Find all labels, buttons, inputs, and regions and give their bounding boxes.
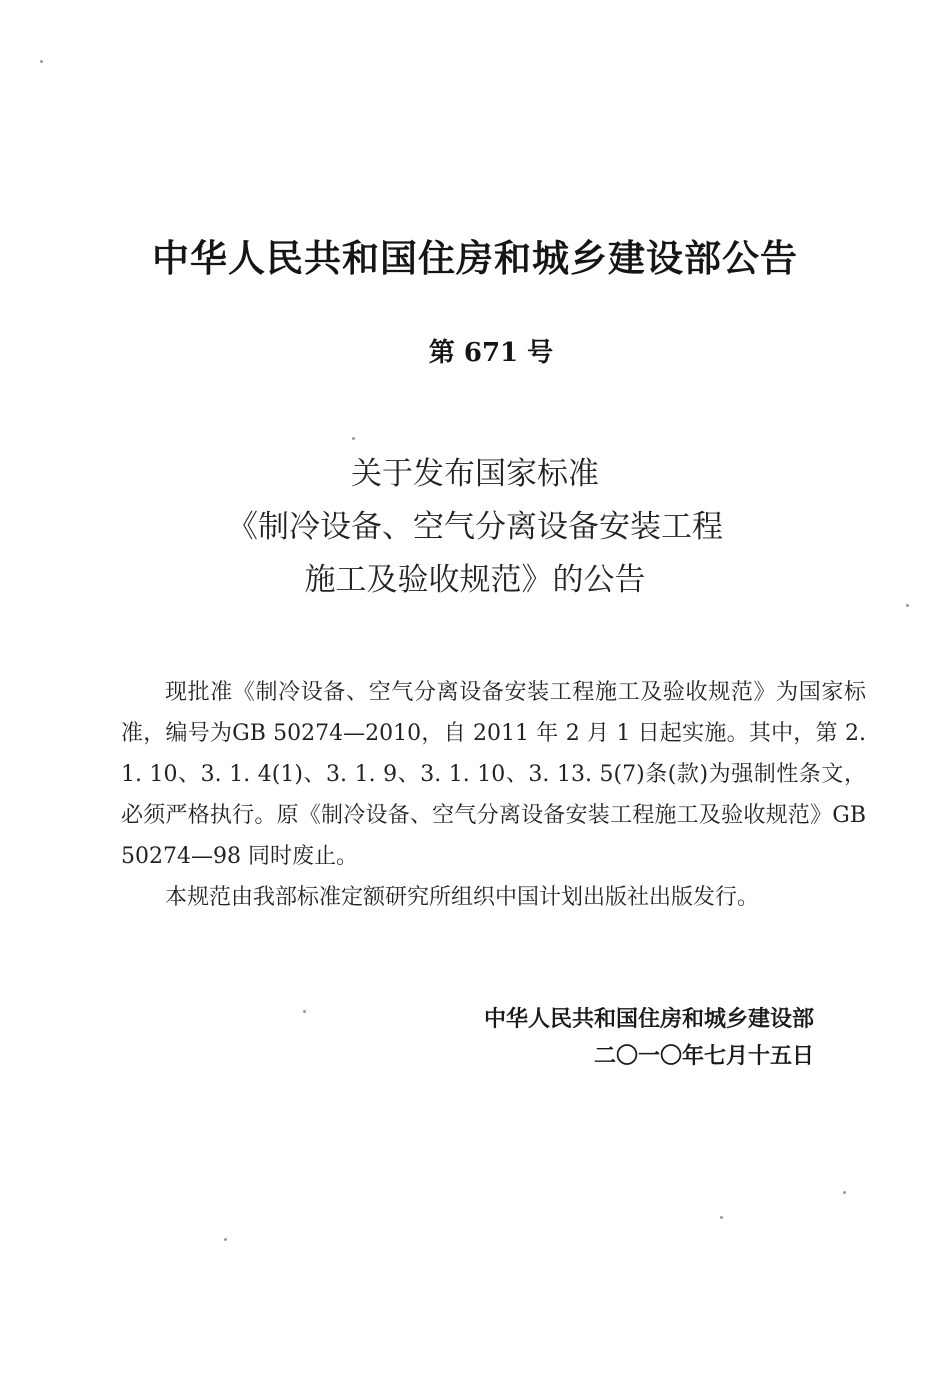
announcement-number: 第 671 号: [428, 338, 554, 368]
issue-date: 二〇一〇年七月十五日: [593, 1044, 814, 1069]
subtitle-line-3: 施工及验收规范》的公告: [304, 562, 646, 598]
body-paragraph-2: 本规范由我部标准定额研究所组织中国计划出版社出版发行。: [165, 885, 760, 910]
announcement-body: [121, 672, 866, 918]
subtitle-line-1: 关于发布国家标准: [351, 456, 599, 492]
scan-speck: [303, 1010, 306, 1013]
subtitle-line-2: 《制冷设备、空气分离设备安装工程: [227, 509, 723, 545]
scan-speck: [352, 437, 355, 440]
scan-speck: [720, 1216, 723, 1219]
body-paragraph-1: 现批准《制冷设备、空气分离设备安装工程施工及验收规范》为国家标准，编号为GB 50274—2010，自 2011 年 2 月 1 日起实施。其中，第 2. 1. 10、3. 1. 4(1)、3. 1. 9、3. 1. 10、3. 13. 5(7)条(款)为强制性条文，必须严格执行。原《制冷设备、空气分离设备安装工程施工及验收规范》GB 50274—98 同时废止。: [121, 680, 866, 869]
scan-speck: [843, 1191, 846, 1194]
signature-block: [414, 1001, 814, 1075]
scan-speck: [40, 60, 43, 63]
issuer-name: 中华人民共和国住房和城乡建设部: [483, 1007, 814, 1032]
scan-speck: [906, 604, 909, 607]
announcement-title: 中华人民共和国住房和城乡建设部公告: [152, 237, 798, 280]
scan-speck: [224, 1238, 227, 1241]
announcement-subtitle: [0, 448, 950, 607]
